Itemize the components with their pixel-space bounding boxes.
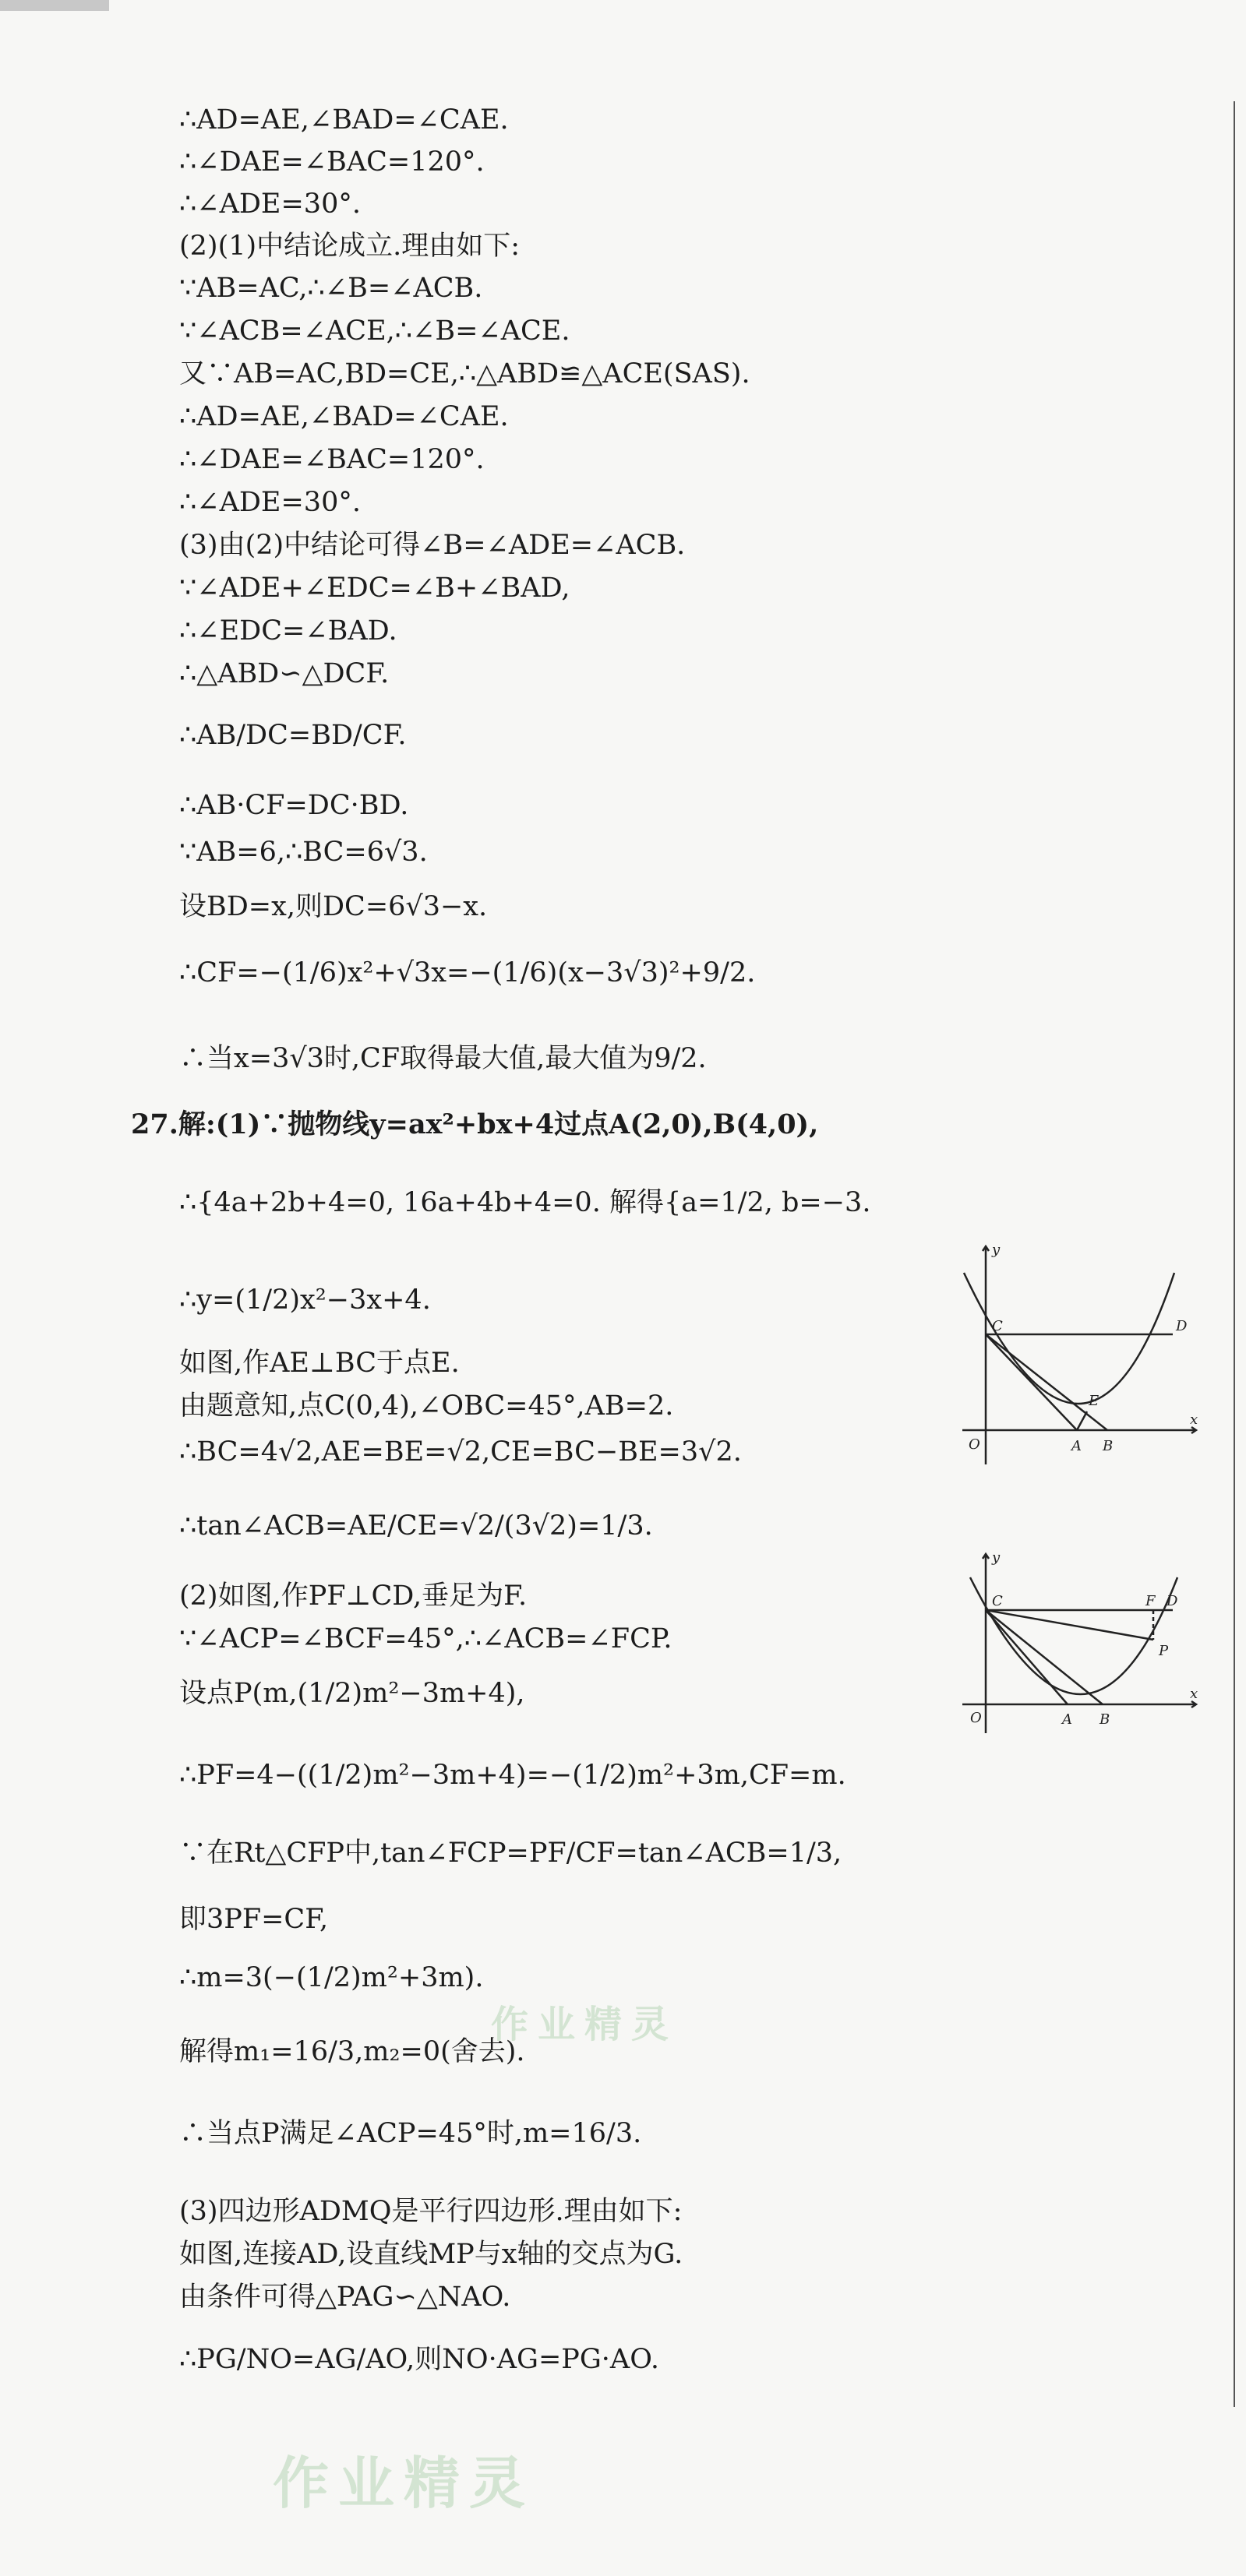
- text-line: 设BD=x,则DC=6√3−x.: [179, 891, 488, 922]
- text-line: ∴m=3(−(1/2)m²+3m).: [179, 1962, 484, 1993]
- text-line: 即3PF=CF,: [179, 1904, 329, 1935]
- text-line: ∴AD=AE,∠BAD=∠CAE.: [179, 104, 509, 136]
- label-x: x: [1190, 1411, 1198, 1428]
- text-line: ∵∠ACP=∠BCF=45°,∴∠ACB=∠FCP.: [179, 1623, 672, 1654]
- label-F: F: [1145, 1593, 1156, 1609]
- text-line: ∴CF=−(1/6)x²+√3x=−(1/6)(x−3√3)²+9/2.: [179, 957, 756, 988]
- equation-system: ∴{4a+2b+4=0, 16a+4b+4=0. 解得{a=1/2, b=−3.: [179, 1187, 871, 1218]
- text-line: ∴AB/DC=BD/CF.: [179, 720, 407, 751]
- text-line: 由题意知,点C(0,4),∠OBC=45°,AB=2.: [179, 1390, 674, 1422]
- watermark: 作业精灵: [273, 2451, 535, 2516]
- label-B: B: [1103, 1438, 1114, 1454]
- label-A: A: [1062, 1711, 1072, 1728]
- figure-parabola-2: [947, 1546, 1204, 1733]
- label-B: B: [1100, 1711, 1110, 1728]
- watermark: 作业精灵: [491, 2003, 679, 2046]
- text-line: ∴y=(1/2)x²−3x+4.: [179, 1284, 431, 1316]
- text-line: ∴PG/NO=AG/AO,则NO·AG=PG·AO.: [179, 2344, 659, 2375]
- top-edge-bar: [0, 0, 109, 11]
- label-E: E: [1089, 1393, 1100, 1409]
- label-x: x: [1190, 1686, 1198, 1702]
- text-line: ∴PF=4−((1/2)m²−3m+4)=−(1/2)m²+3m,CF=m.: [179, 1760, 846, 1791]
- label-C: C: [992, 1593, 1003, 1609]
- text-line: ∴AB·CF=DC·BD.: [179, 790, 409, 821]
- text-line: ∴tan∠ACB=AE/CE=√2/(3√2)=1/3.: [179, 1510, 653, 1542]
- question-27-heading: 27.解:(1)∵抛物线y=ax²+bx+4过点A(2,0),B(4,0),: [131, 1108, 819, 1140]
- text-line: ∴△ABD∽△DCF.: [179, 658, 390, 689]
- text-line: 如图,作AE⊥BC于点E.: [179, 1348, 460, 1379]
- text-line: ∵∠ACB=∠ACE,∴∠B=∠ACE.: [179, 315, 570, 347]
- text-line: ∴当点P满足∠ACP=45°时,m=16/3.: [179, 2118, 642, 2149]
- text-line: ∴当x=3√3时,CF取得最大值,最大值为9/2.: [179, 1043, 707, 1074]
- label-P: P: [1159, 1643, 1169, 1659]
- text-line: (2)(1)中结论成立.理由如下:: [179, 231, 521, 262]
- text-line: 解得m₁=16/3,m₂=0(舍去).: [179, 2036, 525, 2067]
- text-line: ∵在Rt△CFP中,tan∠FCP=PF/CF=tan∠ACB=1/3,: [179, 1838, 842, 1869]
- text-line: ∵AB=6,∴BC=6√3.: [179, 837, 428, 868]
- text-line: ∵∠ADE+∠EDC=∠B+∠BAD,: [179, 573, 570, 604]
- text-line: ∴∠ADE=30°.: [179, 189, 361, 220]
- label-D: D: [1167, 1593, 1178, 1609]
- text-line: (2)如图,作PF⊥CD,垂足为F.: [179, 1580, 528, 1612]
- label-A: A: [1071, 1438, 1082, 1454]
- label-O: O: [969, 1436, 980, 1453]
- text-line: ∵AB=AC,∴∠B=∠ACB.: [179, 273, 483, 304]
- label-O: O: [970, 1710, 982, 1726]
- label-y: y: [992, 1242, 1001, 1258]
- text-line: ∴BC=4√2,AE=BE=√2,CE=BC−BE=3√2.: [179, 1436, 742, 1468]
- text-line: 由条件可得△PAG∽△NAO.: [179, 2282, 511, 2313]
- text-line: (3)由(2)中结论可得∠B=∠ADE=∠ACB.: [179, 530, 686, 561]
- figure-parabola-1: [947, 1239, 1204, 1464]
- text-line: 如图,连接AD,设直线MP与x轴的交点为G.: [179, 2239, 683, 2270]
- label-y: y: [992, 1549, 1001, 1566]
- text-line: 设点P(m,(1/2)m²−3m+4),: [179, 1678, 525, 1709]
- right-margin-rule: [1234, 101, 1235, 2407]
- text-line: ∴∠ADE=30°.: [179, 487, 361, 518]
- label-D: D: [1176, 1318, 1188, 1334]
- text-line: ∴∠DAE=∠BAC=120°.: [179, 444, 485, 475]
- text-line: ∴AD=AE,∠BAD=∠CAE.: [179, 401, 509, 432]
- text-line: ∴∠DAE=∠BAC=120°.: [179, 146, 485, 178]
- label-C: C: [992, 1318, 1003, 1334]
- text-line: (3)四边形ADMQ是平行四边形.理由如下:: [179, 2196, 683, 2227]
- text-line: ∴∠EDC=∠BAD.: [179, 615, 397, 647]
- text-line: 又∵AB=AC,BD=CE,∴△ABD≌△ACE(SAS).: [179, 358, 750, 389]
